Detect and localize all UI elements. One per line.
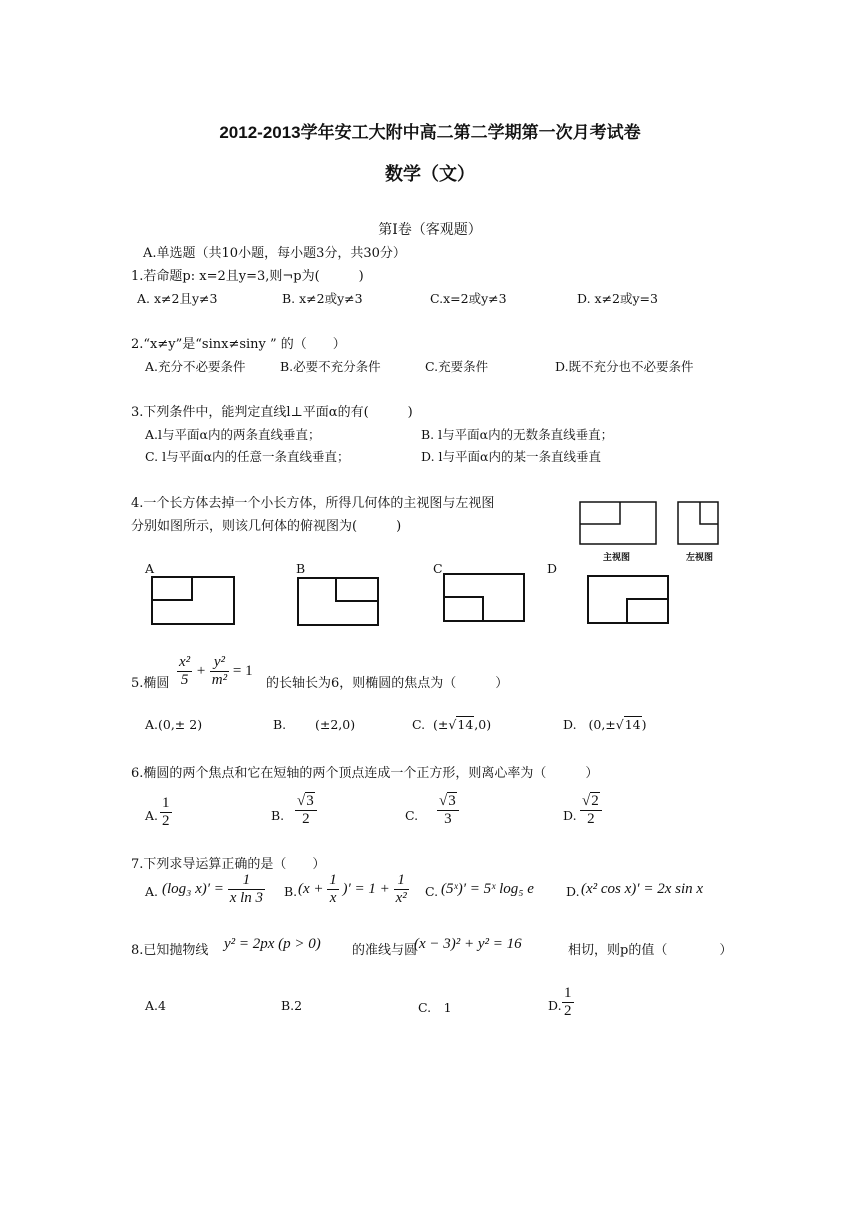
q8-option-d-value xyxy=(562,985,574,1021)
q5-suffix: 的长轴长为6，则椭圆的焦点为（ ） xyxy=(266,676,509,691)
q7-b-mid: )′ = 1 + xyxy=(342,881,390,898)
q5-equation: $\frac{\text{x²}}{5}$ + $\frac{\text{y²}}{\text{m²}}$ = 1 xyxy=(179,654,253,689)
q5-prefix: 5.椭圆 xyxy=(131,676,170,691)
q5-option-d-open: (0,± xyxy=(588,717,616,732)
q6-option-b-label: B. xyxy=(271,808,285,823)
q6-c-num: 3 xyxy=(448,793,456,809)
q8-option-d-label: D. xyxy=(548,998,562,1013)
q2-option-b: B.必要不充分条件 xyxy=(280,359,381,374)
q5-option-c-label: C. xyxy=(412,717,426,732)
q4-stem-line1: 4.一个长方体去掉一个小长方体，所得几何体的主视图与左视图 xyxy=(131,496,495,511)
q5-option-a: A.(0,± 2) xyxy=(145,717,203,732)
q4-option-d-figure xyxy=(586,574,670,626)
q7-a-den: x ln 3 xyxy=(229,890,264,907)
q5-den-m: m² xyxy=(211,672,228,689)
q4-option-a-figure xyxy=(150,575,236,627)
q8-d-num: 1 xyxy=(562,985,574,1003)
q8-suffix: 相切，则p的值（ ） xyxy=(568,943,733,958)
q1-option-c: C.x=2或y≠3 xyxy=(430,291,507,306)
q7-option-d-label: D. xyxy=(566,884,580,899)
q7-option-b-expr xyxy=(298,872,409,908)
q6-a-num: 1 xyxy=(160,795,172,813)
q7-option-a-label: A. xyxy=(145,884,159,899)
q3-stem: 3.下列条件中，能判定直线l⊥平面α的有( ) xyxy=(131,405,413,420)
q7-option-c-expr: (5ˣ)′ = 5ˣ log₅ e xyxy=(441,881,534,897)
q7-b-den2: x² xyxy=(395,890,407,907)
side-view-caption: 左视图 xyxy=(686,552,714,562)
q3-option-d: D. l与平面α内的某一条直线垂直 xyxy=(421,449,601,464)
q6-option-a-label: A. xyxy=(145,808,159,823)
q5-option-d-root: 14 xyxy=(624,717,641,732)
q3-option-a: A.l与平面α内的两条直线垂直； xyxy=(145,427,321,442)
q8-option-c: C. 1 xyxy=(418,1000,452,1015)
q3-option-c: C. l与平面α内的任意一条直线垂直； xyxy=(145,449,350,464)
q6-b-den: 2 xyxy=(302,811,310,828)
front-view-caption: 主视图 xyxy=(603,552,631,562)
q1-option-d: D. x≠2或y=3 xyxy=(577,291,658,306)
q5-num-x: x² xyxy=(177,654,192,672)
q8-parabola: y² = 2px (p > 0) xyxy=(224,936,321,952)
section-title: A.单选题（共10小题，每小题3分，共30分） xyxy=(143,246,406,261)
q6-option-c-label: C. xyxy=(405,808,419,823)
q7-b-num2: 1 xyxy=(394,872,409,890)
q1-option-b: B. x≠2或y≠3 xyxy=(282,291,363,306)
q6-option-a-value xyxy=(160,795,172,831)
q4-option-d-label: D xyxy=(547,561,558,576)
q5-option-d: D. (0,±√14) xyxy=(563,717,647,732)
q4-option-a-label: A xyxy=(145,561,155,576)
q2-option-c: C.充要条件 xyxy=(425,359,489,374)
q4-option-c-figure xyxy=(442,572,526,624)
q7-stem: 7.下列求导运算正确的是（ ） xyxy=(131,857,326,872)
q6-stem: 6.椭圆的两个焦点和它在短轴的两个顶点连成一个正方形，则离心率为（ ） xyxy=(131,766,599,781)
q5-option-c-root: 14 xyxy=(457,717,474,732)
q8-prefix: 8.已知抛物线 xyxy=(131,943,209,958)
part-title: 第Ⅰ卷（客观题） xyxy=(378,222,482,238)
q6-c-den: 3 xyxy=(444,811,452,828)
q8-d-den: 2 xyxy=(564,1003,572,1020)
q4-option-b-label: B xyxy=(296,561,306,576)
q7-b-num: 1 xyxy=(327,872,339,890)
q1-option-a: A. x≠2且y≠3 xyxy=(137,291,218,306)
q6-option-d-label: D. xyxy=(563,808,577,823)
q8-option-a: A.4 xyxy=(145,998,166,1013)
q2-stem: 2.“x≠y”是“sinx≠siny ” 的（ ） xyxy=(131,337,346,352)
q7-option-c-label: C. xyxy=(425,884,439,899)
q2-option-d: D.既不充分也不必要条件 xyxy=(555,359,694,374)
q7-b-lhs: (x + xyxy=(298,881,324,898)
document-subtitle: 数学（文） xyxy=(385,164,475,184)
q5-num-y: y² xyxy=(210,654,229,672)
document-title: 2012-2013学年安工大附中高二第二学期第一次月考试卷 xyxy=(219,123,641,142)
q6-d-den: 2 xyxy=(587,811,595,828)
q6-option-b-value: $\frac{√3}{2}$ xyxy=(295,793,317,829)
q7-option-a-expr xyxy=(162,872,265,908)
q7-option-d-expr: (x² cos x)′ = 2x sin x xyxy=(581,881,704,897)
q6-option-d-value: $\frac{√2}{2}$ xyxy=(580,793,602,829)
q7-option-b-label: B. xyxy=(284,884,298,899)
q5-option-b: (±2,0) xyxy=(315,717,356,732)
q1-stem: 1.若命题p: x=2且y=3,则¬p为( ) xyxy=(131,269,364,284)
q5-option-c-close: ,0) xyxy=(474,717,492,732)
q4-option-b-figure xyxy=(296,576,380,628)
q6-b-num: 3 xyxy=(306,793,314,809)
q6-option-c-value: $\frac{√3}{3}$ xyxy=(437,793,459,829)
q4-option-c-label: C xyxy=(433,561,443,576)
q5-option-d-close: ) xyxy=(641,717,647,732)
q4-stem-line2: 分别如图所示，则该几何体的俯视图为( ) xyxy=(131,519,402,534)
q7-a-lhs: (log₃ x)′ = xyxy=(162,881,224,898)
q8-option-b: B.2 xyxy=(281,998,303,1013)
q7-a-num: 1 xyxy=(228,872,265,890)
q3-option-b: B. l与平面α内的无数条直线垂直； xyxy=(421,427,614,442)
q5-option-d-label: D. xyxy=(563,717,577,732)
q7-b-den: x xyxy=(329,890,337,907)
q5-equals: = 1 xyxy=(232,663,253,680)
q8-mid: 的准线与圆 xyxy=(352,943,418,958)
q5-option-c: C. (±√14,0) xyxy=(412,717,492,732)
q8-circle: (x − 3)² + y² = 16 xyxy=(414,936,522,952)
q6-a-den: 2 xyxy=(162,813,170,830)
q2-option-a: A.充分不必要条件 xyxy=(145,359,246,374)
q5-option-b-label: B. xyxy=(273,717,287,732)
q5-option-c-open: (± xyxy=(433,717,449,732)
q5-den-5: 5 xyxy=(180,672,189,689)
q6-d-num: 2 xyxy=(591,793,599,809)
